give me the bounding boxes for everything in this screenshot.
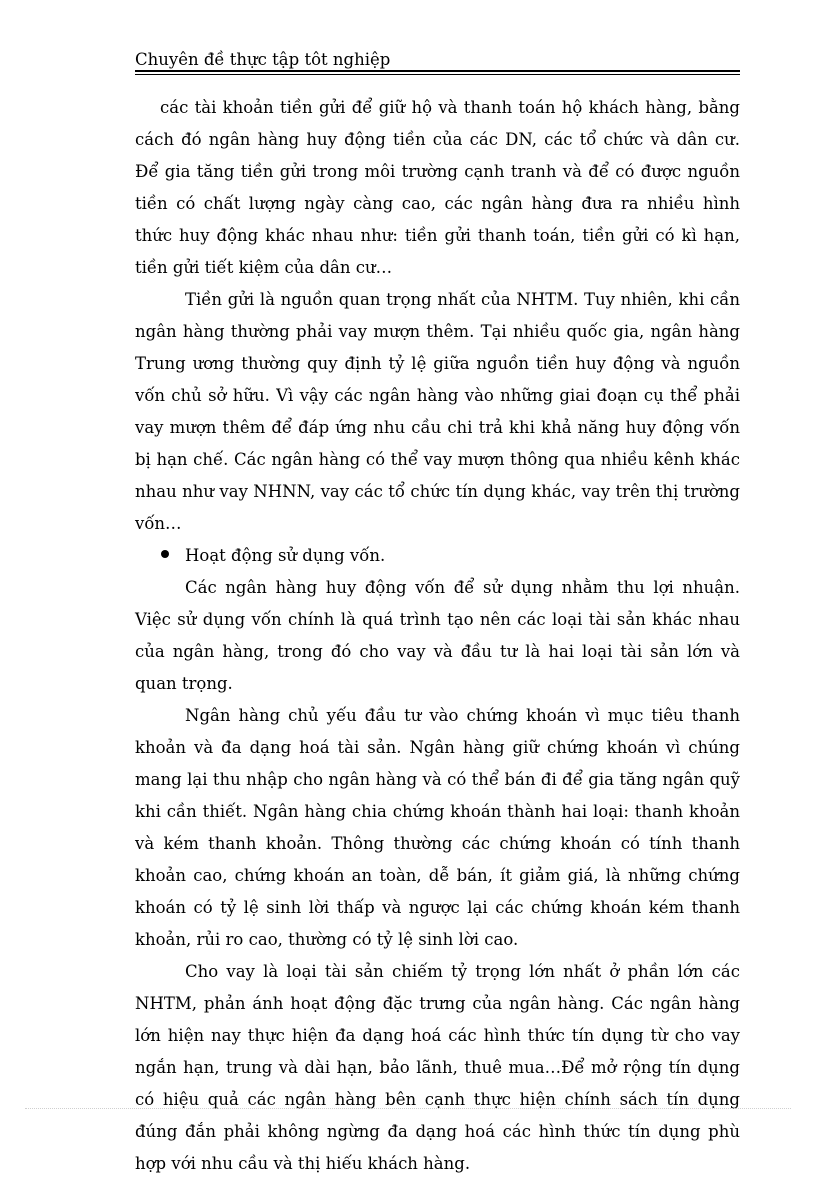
- body-text: [135, 92, 740, 1180]
- paragraph-lending: Cho vay là loại tài sản chiếm tỷ trọng lớn nhất ở phần lớn các NHTM, phản ánh hoạt động đặc trưng của ngân hàng. Các ngân hàng lớn hiện nay thực hiện đa dạng hoá các hình thức tín dụng từ cho vay ngắn hạn, trung và dài hạn, bảo lãnh, thuê mua…Để mở rộng tín dụng có hiệu quả các ngân hàng bên cạnh thực hiện chính sách tín dụng đúng đắn phải không ngừng đa dạng hoá các hình thức tín dụng phù hợp với nhu cầu và thị hiếu khách hàng.: [135, 962, 740, 1173]
- header-rule-thick: [135, 70, 740, 72]
- paragraph-capital-use: Các ngân hàng huy động vốn để sử dụng nhằm thu lợi nhuận. Việc sử dụng vốn chính là quá trình tạo nên các loại tài sản khác nhau của ngân hàng, trong đó cho vay và đầu tư là hai loại tài sản lớn và quan trọng.: [135, 578, 740, 693]
- bullet-text: Hoạt động sử dụng vốn.: [185, 546, 386, 565]
- paragraph-deposits: Tiền gửi là nguồn quan trọng nhất của NHTM. Tuy nhiên, khi cần ngân hàng thường phải vay mượn thêm. Tại nhiều quốc gia, ngân hàng Trung ương thường quy định tỷ lệ giữa nguồn tiền huy động và nguồn vốn chủ sở hữu. Vì vậy các ngân hàng vào những giai đoạn cụ thể phải vay mượn thêm để đáp ứng nhu cầu chi trả khi khả năng huy động vốn bị hạn chế. Các ngân hàng có thể vay mượn thông qua nhiều kênh khác nhau như vay NHNN, vay các tổ chức tín dụng khác, vay trên thị trường vốn…: [135, 290, 740, 533]
- paragraph-continued: các tài khoản tiền gửi để giữ hộ và thanh toán hộ khách hàng, bằng cách đó ngân hàng huy động tiền của các DN, các tổ chức và dân cư. Để gia tăng tiền gửi trong môi trường cạnh tranh và để có được nguồn tiền có chất lượng ngày càng cao, các ngân hàng đưa ra nhiều hình thức huy động khác nhau như: tiền gửi thanh toán, tiền gửi có kì hạn, tiền gửi tiết kiệm của dân cư…: [135, 98, 740, 277]
- bullet-icon: [161, 550, 169, 558]
- paragraph-securities: Ngân hàng chủ yếu đầu tư vào chứng khoán vì mục tiêu thanh khoản và đa dạng hoá tài sản. Ngân hàng giữ chứng khoán vì chúng mang lại thu nhập cho ngân hàng và có thể bán đi để gia tăng ngân quỹ khi cần thiết. Ngân hàng chia chứng khoán thành hai loại: thanh khoản và kém thanh khoản. Thông thường các chứng khoán có tính thanh khoản cao, chứng khoán an toàn, dễ bán, ít giảm giá, là những chứng khoán có tỷ lệ sinh lời thấp và ngược lại các chứng khoán kém thanh khoản, rủi ro cao, thường có tỷ lệ sinh lời cao.: [135, 706, 740, 949]
- page-bottom-divider: [25, 1108, 791, 1109]
- header-rule-thin: [135, 74, 740, 75]
- bullet-item: [135, 540, 740, 572]
- running-header: Chuyên đề thực tập tôt nghiệp: [135, 50, 391, 69]
